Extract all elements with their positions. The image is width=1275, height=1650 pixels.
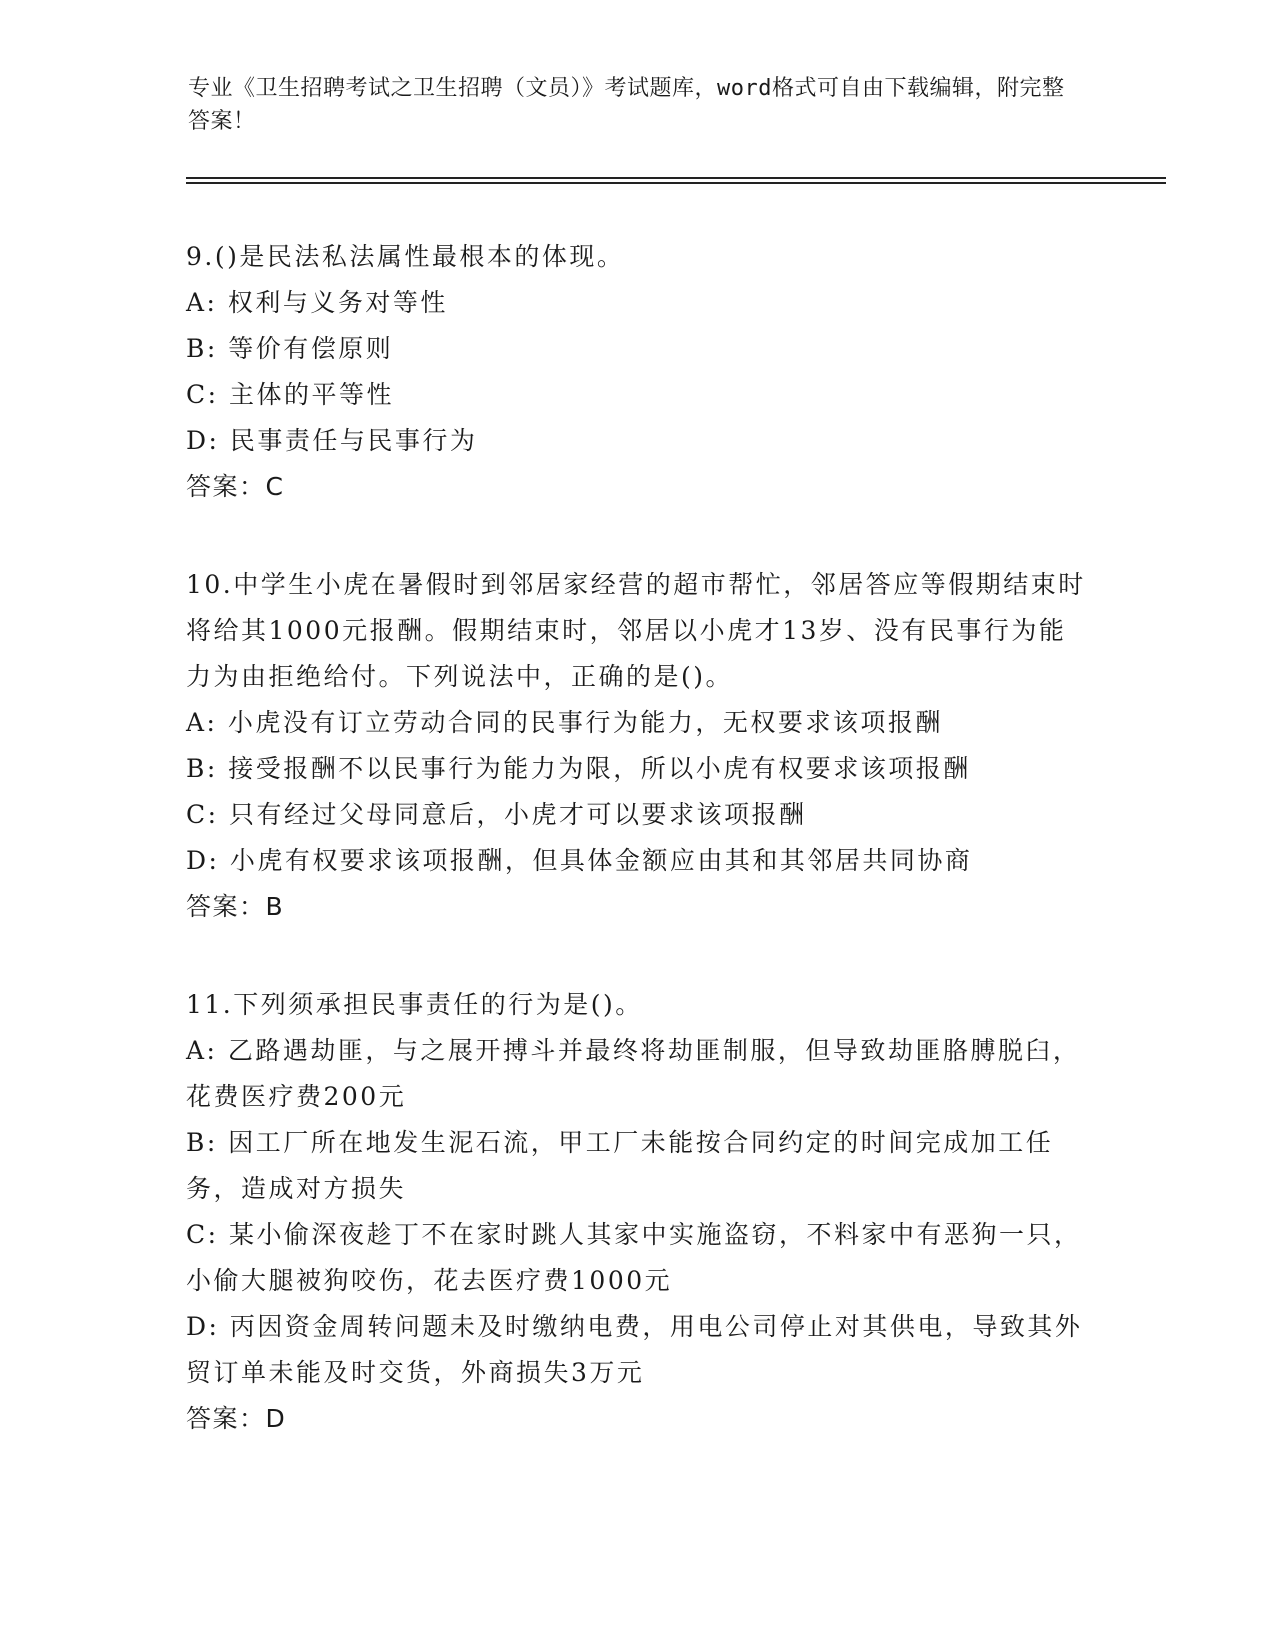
option-d: D: 小虎有权要求该项报酬，但具体金额应由其和其邻居共同协商 [186, 846, 973, 875]
question-stem: 11.下列须承担民事责任的行为是()。 [186, 990, 643, 1019]
header-divider-bottom [186, 182, 1166, 184]
answer-label: 答案：B [186, 892, 285, 921]
question-10 [186, 562, 1086, 930]
answer-label: 答案：C [186, 472, 285, 501]
question-stem: 9.()是民法私法属性最根本的体现。 [186, 242, 625, 271]
option-d: D: 民事责任与民事行为 [186, 426, 478, 455]
option-b: B: 等价有偿原则 [186, 334, 394, 363]
option-a: A: 小虎没有订立劳动合同的民事行为能力，无权要求该项报酬 [186, 708, 943, 737]
document-header [188, 72, 1068, 138]
option-a: A: 乙路遇劫匪，与之展开搏斗并最终将劫匪制服，但导致劫匪胳膊脱臼，花费医疗费200元 [186, 1036, 1081, 1111]
option-c: C: 只有经过父母同意后，小虎才可以要求该项报酬 [186, 800, 807, 829]
question-11 [186, 982, 1086, 1442]
header-intro-text: 专业《卫生招聘考试之卫生招聘（文员）》考试题库，word格式可自由下载编辑，附完整答案！ [188, 76, 1065, 134]
question-stem: 10.中学生小虎在暑假时到邻居家经营的超市帮忙，邻居答应等假期结束时将给其1000元报酬。假期结束时，邻居以小虎才13岁、没有民事行为能力为由拒绝给付。下列说法中，正确的是()。 [186, 570, 1086, 691]
option-a: A: 权利与义务对等性 [186, 288, 448, 317]
header-divider-top [186, 177, 1166, 179]
option-d: D: 丙因资金周转问题未及时缴纳电费，用电公司停止对其供电，导致其外贸订单未能及时交货，外商损失3万元 [186, 1312, 1083, 1387]
option-c: C: 主体的平等性 [186, 380, 394, 409]
option-b: B: 因工厂所在地发生泥石流，甲工厂未能按合同约定的时间完成加工任务，造成对方损失 [186, 1128, 1054, 1203]
question-list [186, 234, 1086, 1494]
option-b: B: 接受报酬不以民事行为能力为限，所以小虎有权要求该项报酬 [186, 754, 971, 783]
option-c: C: 某小偷深夜趁丁不在家时跳人其家中实施盗窃，不料家中有恶狗一只，小偷大腿被狗咬伤，花去医疗费1000元 [186, 1220, 1082, 1295]
question-9 [186, 234, 1086, 510]
answer-label: 答案：D [186, 1404, 287, 1433]
